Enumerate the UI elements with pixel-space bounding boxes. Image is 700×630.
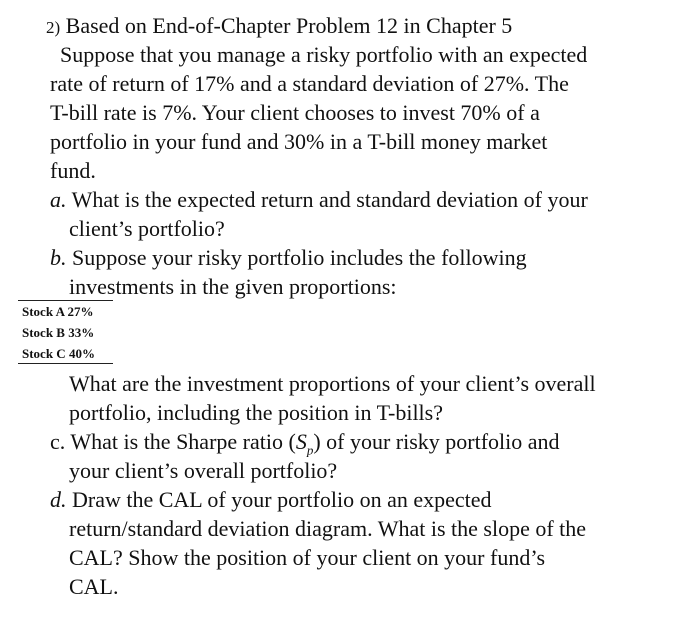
intro-line: rate of return of 17% and a standard deviation of 27%. The: [50, 71, 569, 96]
table-row: [22, 325, 94, 341]
part-b-text: Suppose your risky portfolio includes the following: [72, 245, 527, 270]
part-b-followup: What are the investment proportions of your client’s overall: [69, 371, 596, 396]
part-c-text-before: What is the Sharpe ratio (: [70, 429, 296, 454]
part-c-line: [50, 429, 560, 458]
stock-weight: 40%: [68, 346, 95, 361]
part-a-text: What is the expected return and standard deviation of your: [71, 187, 588, 212]
stock-label: Stock C: [22, 346, 66, 361]
part-b-followup: portfolio, including the position in T-bills?: [69, 400, 443, 425]
stock-label: Stock A: [22, 304, 65, 319]
intro-line: portfolio in your fund and 30% in a T-bill money market: [50, 129, 548, 154]
stock-label: Stock B: [22, 325, 65, 340]
stock-weight: 33%: [68, 325, 95, 340]
problem-heading: [46, 13, 512, 41]
part-d-letter: d.: [50, 487, 67, 512]
part-d-line: return/standard deviation diagram. What is the slope of the: [69, 516, 587, 541]
part-b-line: [50, 245, 527, 271]
stock-weight: 27%: [67, 304, 94, 319]
table-row: [22, 346, 95, 362]
table-top-rule: [18, 300, 113, 301]
part-b-line: investments in the given proportions:: [69, 274, 397, 299]
part-c-letter: c.: [50, 429, 66, 454]
part-c-line: your client’s overall portfolio?: [69, 458, 338, 483]
part-d-text: Draw the CAL of your portfolio on an expected: [72, 487, 492, 512]
table-row: [22, 304, 94, 320]
part-d-line: CAL.: [69, 574, 119, 599]
problem-number: 2): [46, 18, 61, 37]
intro-line: Suppose that you manage a risky portfolio with an expected: [60, 42, 588, 67]
stock-table: [18, 300, 113, 364]
part-b-letter: b.: [50, 245, 67, 270]
sharpe-subscript: p: [306, 442, 314, 458]
part-d-line: [50, 487, 492, 513]
part-a-line: client’s portfolio?: [69, 216, 225, 241]
part-c-text-after: ) of your risky portfolio and: [313, 429, 560, 454]
intro-line: fund.: [50, 158, 96, 183]
intro-line: T-bill rate is 7%. Your client chooses to invest 70% of a: [50, 100, 540, 125]
part-d-line: CAL? Show the position of your client on your fund’s: [69, 545, 546, 570]
part-a-line: [50, 187, 588, 213]
part-a-letter: a.: [50, 187, 67, 212]
table-bottom-rule: [18, 363, 113, 364]
sharpe-symbol: S: [295, 429, 307, 454]
problem-title: Based on End-of-Chapter Problem 12 in Chapter 5: [65, 13, 513, 38]
